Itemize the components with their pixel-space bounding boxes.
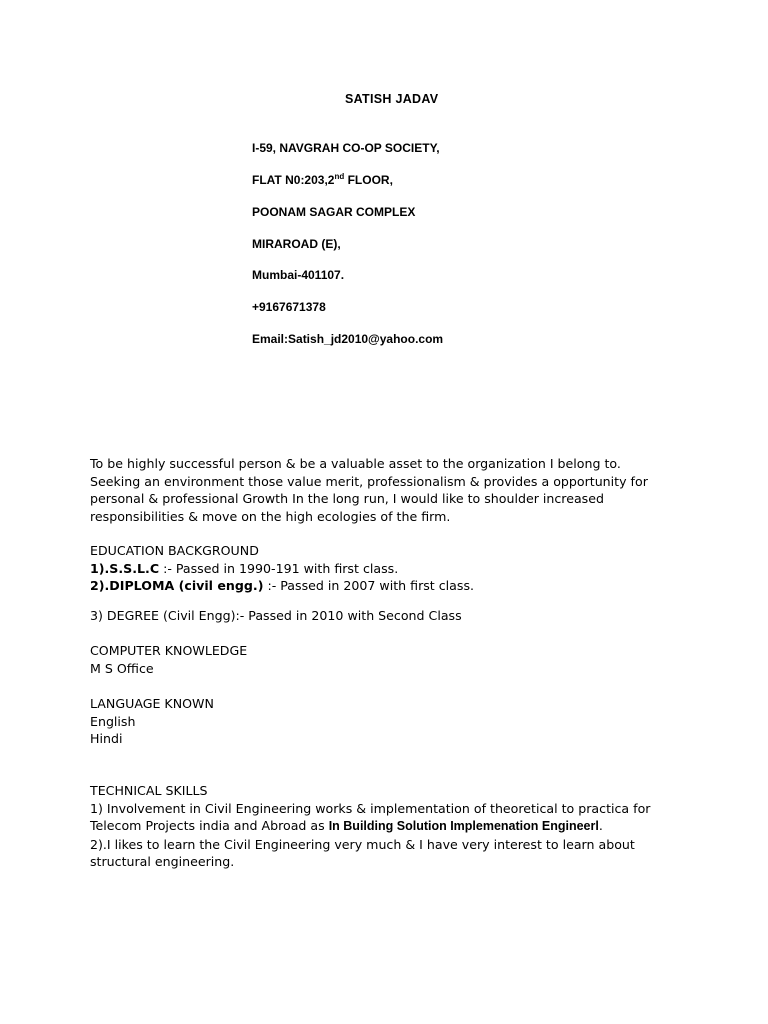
address-line-3: POONAM SAGAR COMPLEX [252,205,416,219]
technical-item-1-role: In Building Solution Implemenation Engineerl [328,819,599,833]
language-item: Hindi [90,731,123,746]
address-line-2-rest: FLOOR, [344,173,393,187]
address-line-2 [252,173,393,187]
phone-number: +9167671378 [252,300,326,314]
technical-item-1-end: . [598,818,603,833]
objective-line: To be highly successful person & be a valuable asset to the organization I belong to. [90,456,621,471]
education-item-sslc [90,560,690,578]
computer-heading: COMPUTER KNOWLEDGE [90,643,248,658]
computer-section [90,642,690,677]
computer-value: M S Office [90,660,154,676]
objective-section [90,455,690,525]
objective-line: Seeking an environment those value merit, professionalism & provides a opportunity for [90,473,648,489]
education-item-diploma-title: 2).DIPLOMA (civil engg.) [90,578,264,593]
education-item-diploma [90,577,690,595]
language-section [90,695,690,748]
education-item-sslc-title: 1).S.S.L.C [90,560,160,576]
address-line-2-main: FLAT N0:203,2 [252,173,335,187]
technical-item-2-line-2: structural engineering. [90,854,235,869]
address-line-5: Mumbai-401107. [252,268,345,282]
objective-line: personal & professional Growth In the long run, I would like to shoulder increased [90,491,604,506]
language-item: English [90,713,136,729]
address-line-2-sup: nd [334,172,345,181]
objective-line: responsibilities & move on the high ecologies of the firm. [90,508,451,524]
candidate-name: SATISH JADAV [345,92,439,106]
education-heading: EDUCATION BACKGROUND [90,543,259,558]
education-item-degree: 3) DEGREE (Civil Engg):- Passed in 2010 with Second Class [90,608,462,623]
technical-heading: TECHNICAL SKILLS [90,783,208,798]
technical-item-1-line-1: 1) Involvement in Civil Engineering works & implementation of theoretical to practica for [90,800,651,816]
address-line-4: MIRAROAD (E), [252,237,341,251]
technical-section [90,782,690,871]
technical-item-2-line-1: 2).I likes to learn the Civil Engineering very much & I have very interest to learn about [90,836,635,852]
email-address: Email:Satish_jd2010@yahoo.com [252,332,444,346]
education-section [90,542,690,595]
language-heading: LANGUAGE KNOWN [90,696,214,711]
education-item-sslc-detail: :- Passed in 1990-191 with first class. [159,560,399,576]
address-line-1: I-59, NAVGRAH CO-OP SOCIETY, [252,141,440,155]
education-item-diploma-detail: :- Passed in 2007 with first class. [263,578,475,593]
technical-item-1-line-2 [90,817,690,836]
technical-item-1-text: Telecom Projects india and Abroad as [90,818,329,833]
